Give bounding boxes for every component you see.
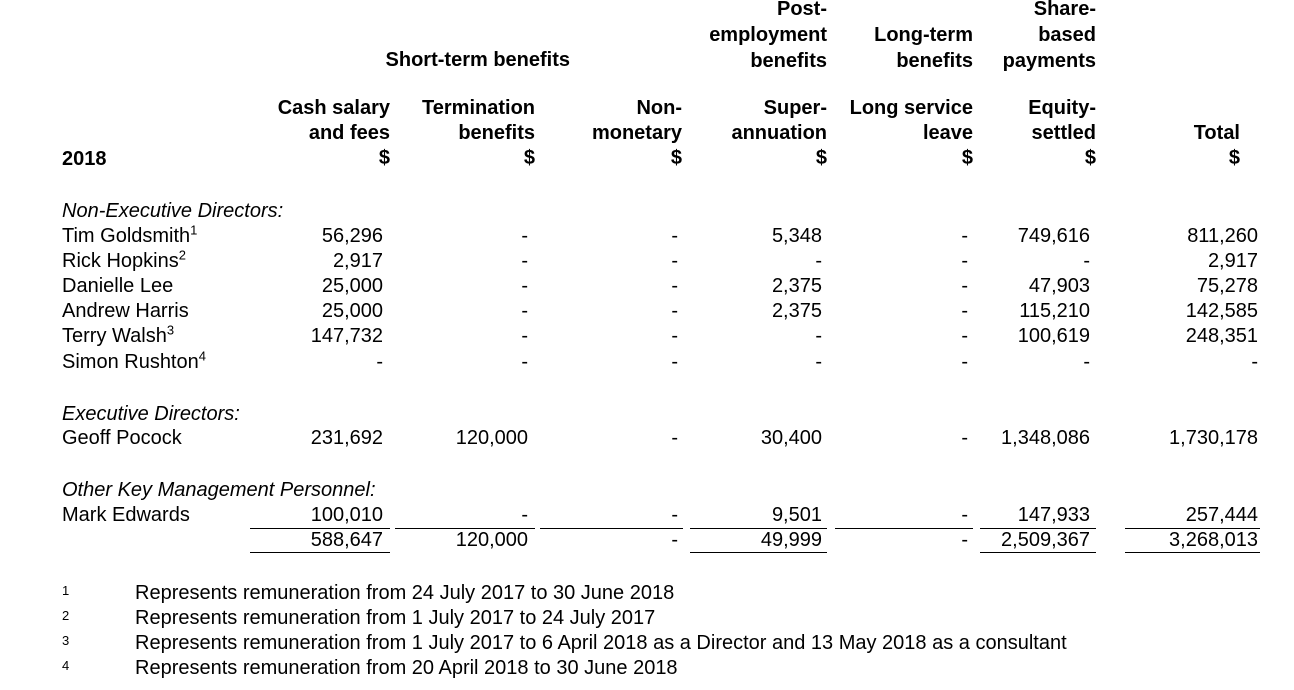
table-cell: 811,260 xyxy=(1187,225,1258,247)
table-cell: - xyxy=(961,427,968,449)
row-name xyxy=(62,504,190,527)
table-cell: - xyxy=(1251,351,1258,373)
table-cell: - xyxy=(961,225,968,247)
table-cell: 2,917 xyxy=(332,250,383,272)
underline xyxy=(1125,552,1260,553)
table-cell: 120,000 xyxy=(455,427,528,449)
table-cell: - xyxy=(671,300,678,322)
table-cell: - xyxy=(815,325,822,347)
row-name xyxy=(62,222,198,248)
table-cell: - xyxy=(521,504,528,526)
row-name xyxy=(62,247,186,273)
table-cell: 2,375 xyxy=(771,275,822,297)
table-cell: - xyxy=(961,250,968,272)
underline xyxy=(690,552,827,553)
table-cell: - xyxy=(376,351,383,373)
table-cell: 75,278 xyxy=(1196,275,1258,297)
table-cell: 5,348 xyxy=(771,225,822,247)
underline xyxy=(250,528,390,529)
section-label-executive: Executive Directors: xyxy=(62,403,240,425)
footnote-text: Represents remuneration from 1 July 2017 to 24 July 2017 xyxy=(135,607,656,629)
col-header-equity-settled: Equity- settled $ xyxy=(1028,97,1096,169)
table-cell: - xyxy=(521,300,528,322)
director-name: Geoff Pocock xyxy=(62,427,182,449)
table-cell: - xyxy=(815,250,822,272)
col-header-termination: Termination benefits $ xyxy=(422,97,535,169)
table-cell: 47,903 xyxy=(1028,275,1090,297)
row-name xyxy=(62,322,175,348)
footnote-number: 4 xyxy=(62,658,70,673)
table-cell: 147,732 xyxy=(310,325,383,347)
total-cell: 3,268,013 xyxy=(1169,529,1258,551)
row-name xyxy=(62,348,206,374)
table-cell: - xyxy=(671,225,678,247)
table-cell: - xyxy=(1083,250,1090,272)
table-cell: 231,692 xyxy=(310,427,383,449)
table-cell: - xyxy=(671,351,678,373)
group-header-share-based: Share- based payments xyxy=(1002,0,1096,72)
total-cell: 49,999 xyxy=(760,529,822,551)
col-header-long-service-leave: Long service leave $ xyxy=(849,97,973,169)
col-header-superannuation: Super- annuation $ xyxy=(731,97,827,169)
table-cell: - xyxy=(521,325,528,347)
underline xyxy=(835,528,973,529)
table-cell: 25,000 xyxy=(321,275,383,297)
table-cell: 56,296 xyxy=(321,225,383,247)
table-cell: 749,616 xyxy=(1017,225,1090,247)
table-cell: 142,585 xyxy=(1185,300,1258,322)
table-cell: 1,730,178 xyxy=(1169,427,1258,449)
group-header-post-employment: Post- employment benefits xyxy=(709,0,827,72)
underline xyxy=(1125,528,1260,529)
underline xyxy=(250,552,390,553)
director-name: Danielle Lee xyxy=(62,275,174,297)
total-cell: - xyxy=(671,529,678,551)
table-cell: - xyxy=(815,351,822,373)
col-header-non-monetary: Non- monetary $ xyxy=(591,97,682,169)
underline xyxy=(980,528,1096,529)
footnote-number: 3 xyxy=(62,633,70,648)
footnote-text: Represents remuneration from 1 July 2017 to 6 April 2018 as a Director and 13 May 2018 as a consultant xyxy=(135,632,1067,654)
director-name: Andrew Harris xyxy=(62,300,189,322)
table-cell: - xyxy=(961,504,968,526)
total-cell: - xyxy=(961,529,968,551)
table-cell: 100,010 xyxy=(310,504,383,526)
row-name xyxy=(62,275,173,298)
table-cell: - xyxy=(961,275,968,297)
table-cell: - xyxy=(961,351,968,373)
director-name: Mark Edwards xyxy=(62,504,190,526)
table-cell: 25,000 xyxy=(321,300,383,322)
footnote-ref: 2 xyxy=(178,247,186,263)
table-cell: 257,444 xyxy=(1185,504,1258,526)
table-cell: 30,400 xyxy=(760,427,822,449)
footnote-ref: 4 xyxy=(198,348,206,364)
table-cell: - xyxy=(521,250,528,272)
footnote-number: 1 xyxy=(62,583,70,598)
table-cell: - xyxy=(961,325,968,347)
director-name: Tim Goldsmith xyxy=(62,225,191,247)
table-cell: - xyxy=(521,275,528,297)
section-label-non-executive: Non-Executive Directors: xyxy=(62,200,284,222)
table-cell: - xyxy=(1083,351,1090,373)
director-name: Rick Hopkins xyxy=(62,250,179,272)
table-cell: - xyxy=(671,275,678,297)
table-cell: 9,501 xyxy=(771,504,822,526)
table-cell: 2,917 xyxy=(1207,250,1258,272)
row-name xyxy=(62,300,189,323)
total-cell: 2,509,367 xyxy=(1001,529,1090,551)
year-label: 2018 xyxy=(62,148,107,170)
group-header-short-term: Short-term benefits xyxy=(385,49,570,71)
col-header-cash-salary: Cash salary and fees $ xyxy=(277,97,390,169)
table-cell: - xyxy=(961,300,968,322)
group-header-long-term: Long-term benefits xyxy=(874,24,973,72)
total-cell: 588,647 xyxy=(310,529,383,551)
table-cell: 2,375 xyxy=(771,300,822,322)
underline xyxy=(395,528,535,529)
footnote-ref: 3 xyxy=(166,322,175,338)
underline xyxy=(690,528,827,529)
director-name: Simon Rushton xyxy=(62,351,199,373)
table-cell: - xyxy=(671,325,678,347)
table-cell: - xyxy=(671,250,678,272)
table-cell: - xyxy=(521,351,528,373)
footnote-ref: 1 xyxy=(190,222,198,238)
table-cell: 248,351 xyxy=(1185,325,1258,347)
table-cell: - xyxy=(671,427,678,449)
footnote-text: Represents remuneration from 24 July 2017 to 30 June 2018 xyxy=(135,582,675,604)
table-cell: - xyxy=(521,225,528,247)
table-cell: 115,210 xyxy=(1019,300,1090,322)
total-cell: 120,000 xyxy=(455,529,528,551)
footnote-number: 2 xyxy=(62,608,70,623)
section-label-other-kmp: Other Key Management Personnel: xyxy=(62,479,376,501)
footnote-text: Represents remuneration from 20 April 2018 to 30 June 2018 xyxy=(135,657,678,679)
table-cell: - xyxy=(671,504,678,526)
table-cell: 1,348,086 xyxy=(1001,427,1090,449)
underline xyxy=(540,528,683,529)
row-name xyxy=(62,427,182,450)
director-name: Terry Walsh xyxy=(62,325,167,347)
table-cell: 147,933 xyxy=(1017,504,1090,526)
underline xyxy=(980,552,1096,553)
table-cell: 100,619 xyxy=(1017,325,1090,347)
col-header-total: Total $ xyxy=(1193,122,1240,169)
